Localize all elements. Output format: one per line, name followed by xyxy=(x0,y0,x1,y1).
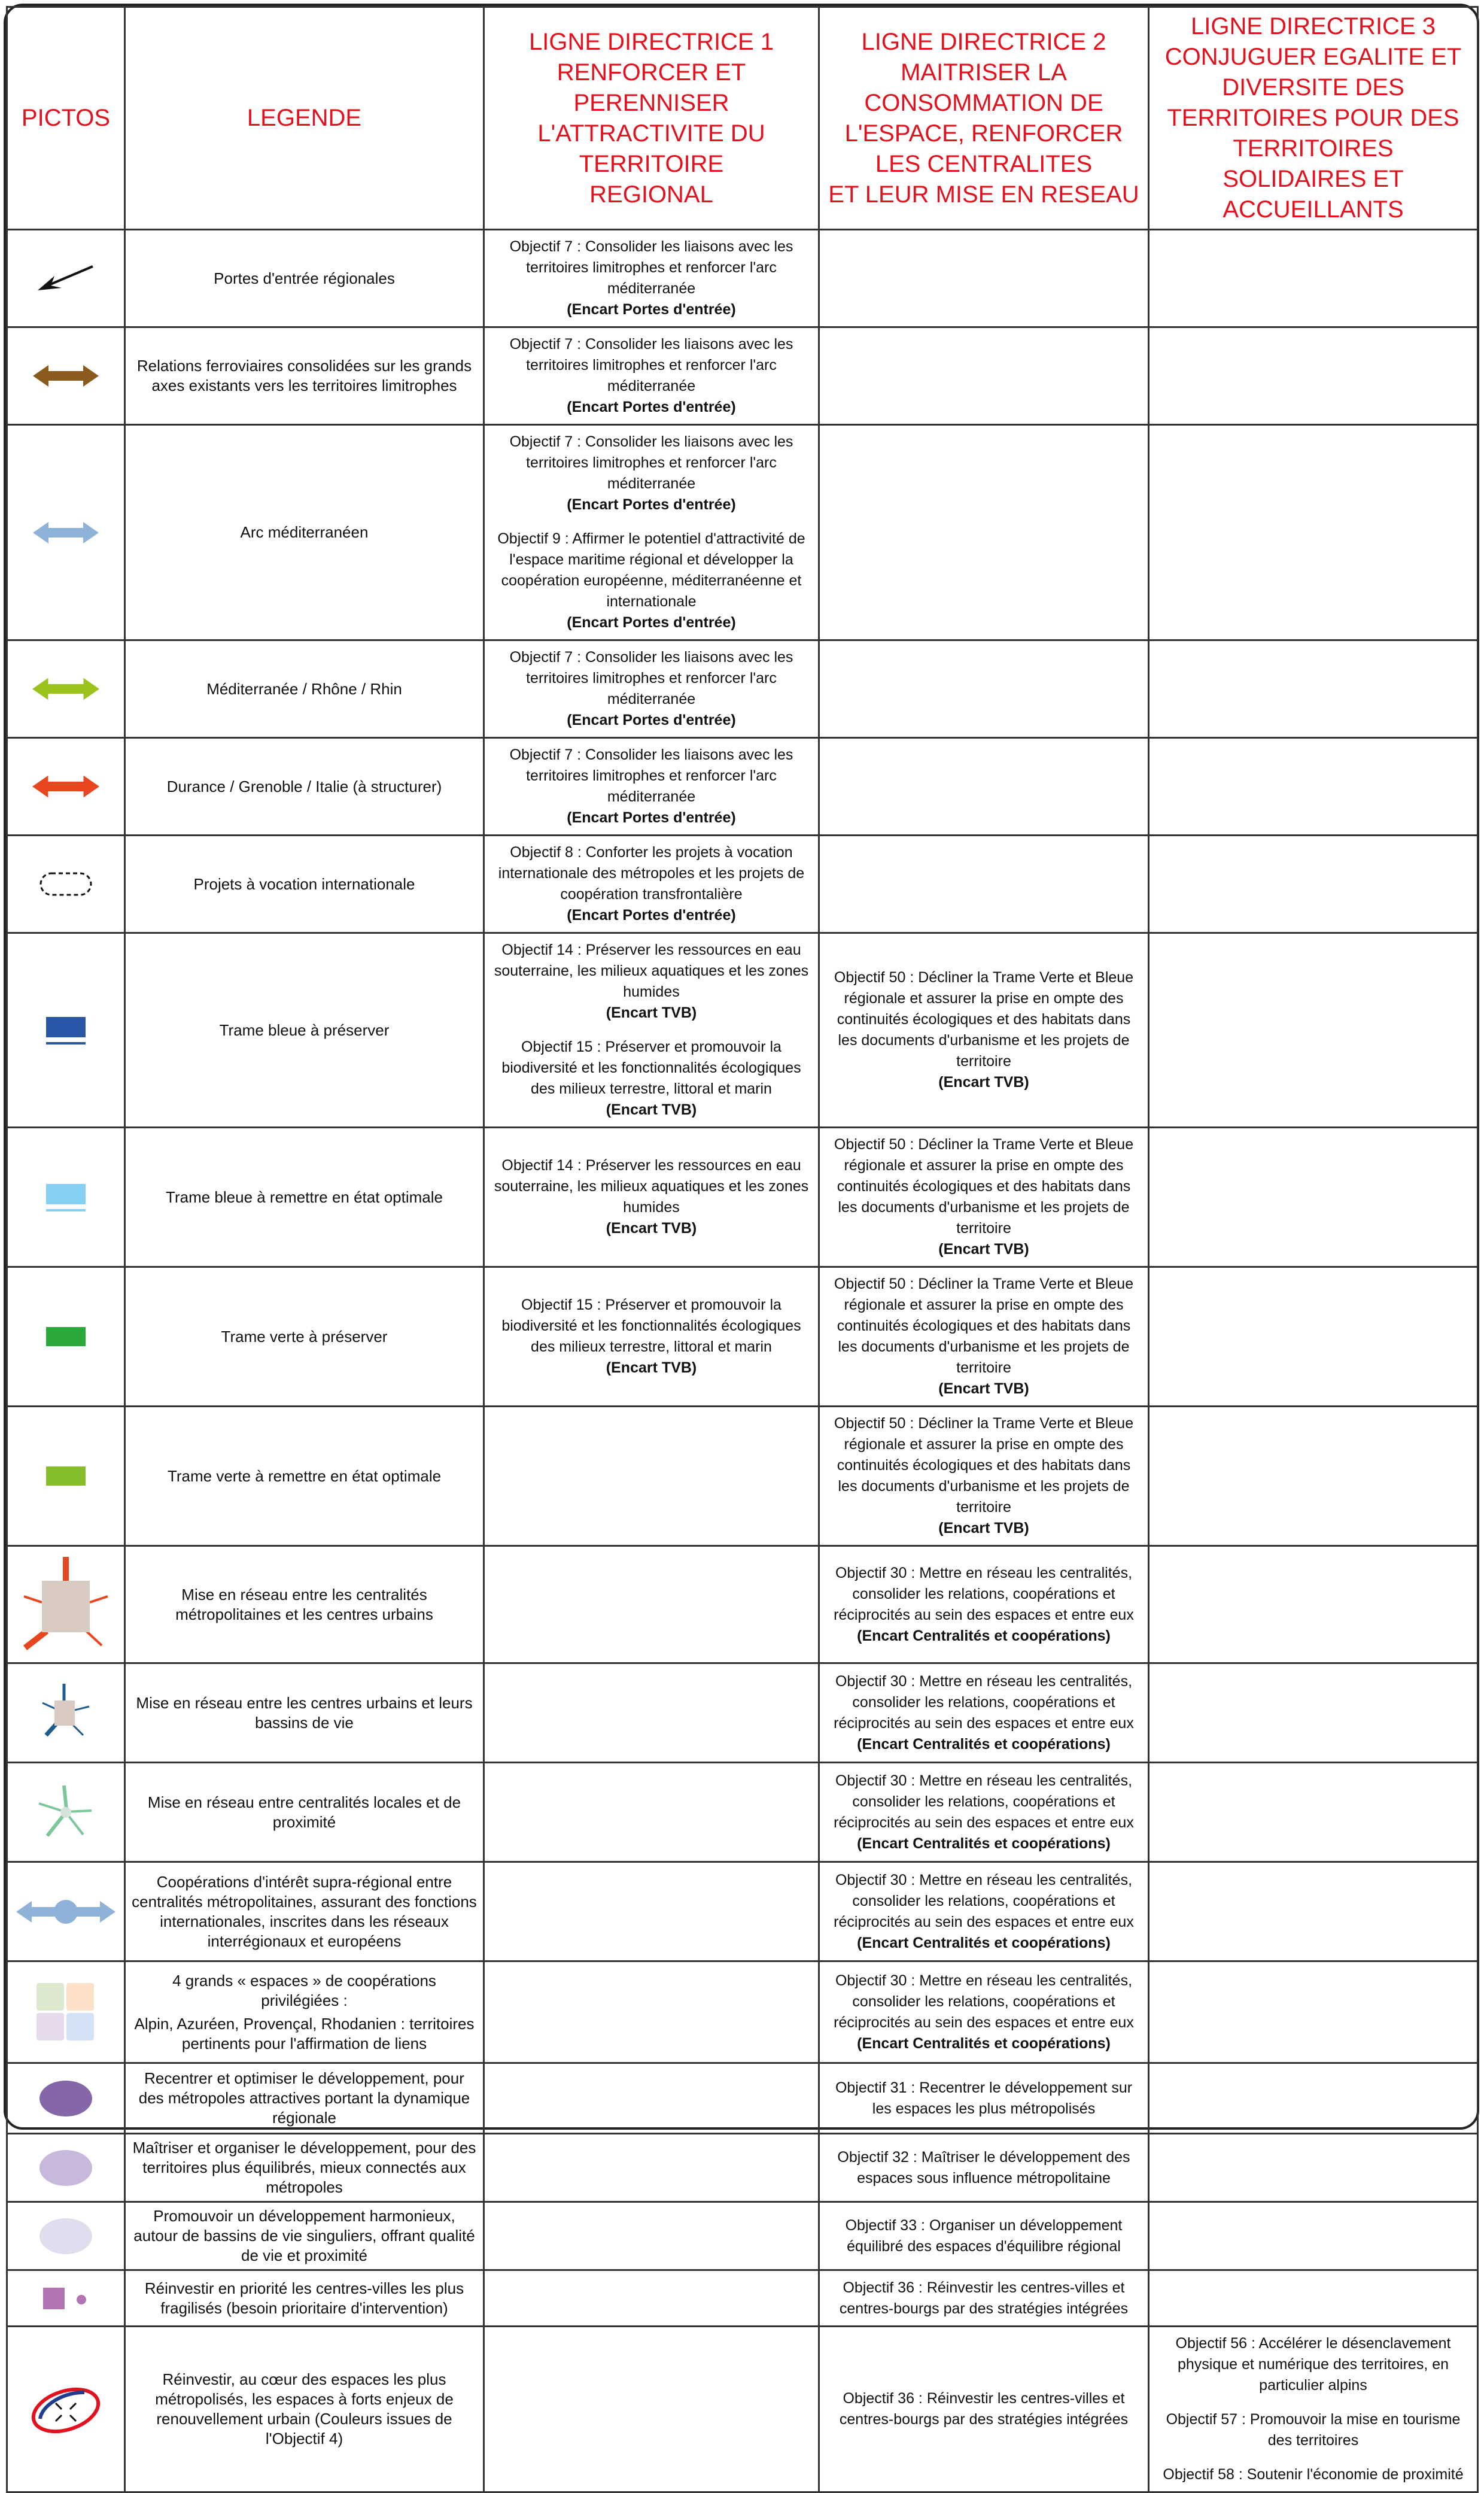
light-blue-double-arrow-icon xyxy=(7,425,125,640)
legend-text: Relations ferroviaires consolidées sur les grands axes existants vers les territoires limitrophes xyxy=(136,357,472,394)
table-row xyxy=(7,836,1478,933)
violet-square-dot-icon xyxy=(7,2270,125,2327)
header-pictos: PICTOS xyxy=(7,7,125,230)
ld2-cell xyxy=(819,1862,1149,1961)
legend-cell xyxy=(125,1961,484,2063)
ld2-cell xyxy=(819,1663,1149,1763)
legend-cell xyxy=(125,2327,484,2492)
objective-text: Objectif 58 : Soutenir l'économie de proximité xyxy=(1163,2466,1464,2483)
trame-verte-optimale-icon xyxy=(7,1407,125,1546)
objective-text: Objectif 30 : Mettre en réseau les centralités, consolider les relations, coopérations et réciprocités au sein des espaces et entre eux xyxy=(834,1772,1134,1831)
metropolitan-network-icon xyxy=(7,1546,125,1663)
ld1-cell xyxy=(484,230,819,327)
legend-cell xyxy=(125,1862,484,1961)
encart-label: (Encart Portes d'entrée) xyxy=(567,399,736,415)
ld2-cell xyxy=(819,2063,1149,2134)
ld1-cell xyxy=(484,2327,819,2492)
urban-network-icon xyxy=(7,1663,125,1763)
table-row xyxy=(7,1128,1478,1267)
ld1-cell xyxy=(484,933,819,1128)
ld3-cell xyxy=(1149,1267,1478,1407)
table-row xyxy=(7,1961,1478,2063)
ld1-cell xyxy=(484,2270,819,2327)
table-row xyxy=(7,2063,1478,2134)
objective-text: Objectif 30 : Mettre en réseau les centralités, consolider les relations, coopérations et réciprocités au sein des espaces et entre eux xyxy=(834,1672,1134,1732)
objective xyxy=(826,1563,1142,1647)
trame-bleue-icon xyxy=(7,933,125,1128)
objective-text: Objectif 57 : Promouvoir la mise en tourisme des territoires xyxy=(1166,2411,1461,2449)
ld2-cell xyxy=(819,933,1149,1128)
objective xyxy=(1155,2409,1471,2451)
ld1-cell xyxy=(484,327,819,425)
objective xyxy=(1155,2333,1471,2396)
table-row xyxy=(7,2134,1478,2202)
objective-text: Objectif 50 : Décliner la Trame Verte et Bleue régionale et assurer la prise en ompte des continuités écologiques et des habitats dans les documents d'urbanisme et les projets de territoire xyxy=(834,1136,1134,1237)
objective xyxy=(826,1771,1142,1854)
table-row xyxy=(7,327,1478,425)
table-row xyxy=(7,1407,1478,1546)
ld3-cell xyxy=(1149,836,1478,933)
ld3-cell xyxy=(1149,933,1478,1128)
ld2-cell xyxy=(819,738,1149,836)
objective-text: Objectif 30 : Mettre en réseau les centralités, consolider les relations, coopérations et réciprocités au sein des espaces et entre eux xyxy=(834,1564,1134,1623)
objective-text: Objectif 9 : Affirmer le potentiel d'attractivité de l'espace maritime régional et développer la coopération européenne, méditerranéenne et internationale xyxy=(497,530,805,610)
objective-text: Objectif 15 : Préserver et promouvoir la biodiversité et les fonctionnalités écologiques des milieux terrestre, littoral et marin xyxy=(501,1039,801,1097)
table-row xyxy=(7,2270,1478,2327)
legend-cell xyxy=(125,640,484,738)
encart-label: (Encart Portes d'entrée) xyxy=(567,496,736,513)
ld1-cell xyxy=(484,836,819,933)
ld3-cell xyxy=(1149,640,1478,738)
objective-text: Objectif 36 : Réinvestir les centres-villes et centres-bourgs par des stratégies intégrées xyxy=(839,2390,1129,2428)
header-row xyxy=(7,7,1478,230)
objective-text: Objectif 50 : Décliner la Trame Verte et Bleue régionale et assurer la prise en ompte des continuités écologiques et des habitats dans les documents d'urbanisme et les projets de territoire xyxy=(834,969,1134,1070)
legend-text: Réinvestir en priorité les centres-villes les plus fragilisés (besoin prioritaire d'intervention) xyxy=(144,2279,464,2317)
objective xyxy=(826,2215,1142,2257)
ld2-cell xyxy=(819,2327,1149,2492)
local-network-icon xyxy=(7,1763,125,1862)
legend-cell xyxy=(125,2134,484,2202)
objective-text: Objectif 7 : Consolider les liaisons avec les territoires limitrophes et renforcer l'arc méditerranée xyxy=(509,746,793,805)
legend-text: Coopérations d'intérêt supra-régional entre centralités métropolitaines, assurant des fonctions internationales, inscrites dans les réseaux interrégionaux et européens xyxy=(132,1872,477,1950)
ld3-cell xyxy=(1149,1763,1478,1862)
supra-regional-arrow-icon xyxy=(7,1862,125,1961)
ld2-cell xyxy=(819,2134,1149,2202)
legend-cell xyxy=(125,1546,484,1663)
legend-cell xyxy=(125,1763,484,1862)
trame-verte-icon xyxy=(7,1267,125,1407)
encart-label: (Encart TVB) xyxy=(938,1520,1029,1537)
ld3-cell xyxy=(1149,230,1478,327)
ld1-cell xyxy=(484,1407,819,1546)
ld1-cell xyxy=(484,1862,819,1961)
four-spaces-icon xyxy=(7,1961,125,2063)
ld1-cell xyxy=(484,2202,819,2270)
ld1-cell xyxy=(484,1763,819,1862)
dashed-ellipse-icon xyxy=(7,836,125,933)
legend-text: Réinvestir, au cœur des espaces les plus métropolisés, les espaces à forts enjeux de renouvellement urbain (Couleurs issues de l'Objectif 4) xyxy=(155,2370,454,2448)
table-row xyxy=(7,230,1478,327)
objective-text: Objectif 14 : Préserver les ressources en eau souterraine, les milieux aquatiques et les zones humides xyxy=(494,1157,809,1216)
objective-text: Objectif 32 : Maîtriser le développement des espaces sous influence métropolitaine xyxy=(837,2148,1130,2187)
ld2-cell xyxy=(819,836,1149,933)
ld1-cell xyxy=(484,1267,819,1407)
ld3-cell xyxy=(1149,1128,1478,1267)
legend-text: Trame verte à remettre en état optimale xyxy=(167,1466,442,1485)
legend-text: Maîtriser et organiser le développement, pour des territoires plus équilibrés, mieux connectés aux métropoles xyxy=(132,2139,476,2196)
ld2-cell xyxy=(819,327,1149,425)
encart-label: (Encart Centralités et coopérations) xyxy=(857,1735,1111,1753)
ld2-cell xyxy=(819,1267,1149,1407)
ld2-cell xyxy=(819,425,1149,640)
ld3-cell xyxy=(1149,738,1478,836)
black-arrow-icon xyxy=(7,230,125,327)
legend-cell xyxy=(125,2202,484,2270)
brown-double-arrow-icon xyxy=(7,327,125,425)
objective xyxy=(491,1295,812,1378)
ld1-cell xyxy=(484,1663,819,1763)
ld3-cell xyxy=(1149,327,1478,425)
legend-text: Portes d'entrée régionales xyxy=(214,269,395,287)
encart-label: (Encart TVB) xyxy=(938,1241,1029,1258)
encart-label: (Encart TVB) xyxy=(606,1359,697,1376)
legend-text: Mise en réseau entre centralités locales et de proximité xyxy=(147,1793,461,1831)
ld3-cell xyxy=(1149,2327,1478,2492)
light-purple-ellipse-icon xyxy=(7,2202,125,2270)
legend-text: Mise en réseau entre les centres urbains et leurs bassins de vie xyxy=(136,1693,473,1732)
objective xyxy=(491,334,812,418)
objective-text: Objectif 36 : Réinvestir les centres-villes et centres-bourgs par des stratégies intégrées xyxy=(839,2279,1129,2317)
objective-text: Objectif 30 : Mettre en réseau les centralités, consolider les relations, coopérations et réciprocités au sein des espaces et entre eux xyxy=(834,1972,1134,2031)
objective-text: Objectif 14 : Préserver les ressources en eau souterraine, les milieux aquatiques et les zones humides xyxy=(494,942,809,1000)
objective-text: Objectif 7 : Consolider les liaisons avec les territoires limitrophes et renforcer l'arc méditerranée xyxy=(509,433,793,492)
objective xyxy=(826,2278,1142,2319)
objective xyxy=(826,1671,1142,1755)
ld3-cell xyxy=(1149,2063,1478,2134)
ld2-cell xyxy=(819,1407,1149,1546)
table-row xyxy=(7,1862,1478,1961)
legend-cell xyxy=(125,425,484,640)
objective xyxy=(1155,2464,1471,2485)
objective-text: Objectif 7 : Consolider les liaisons avec les territoires limitrophes et renforcer l'arc méditerranée xyxy=(509,649,793,707)
ld1-cell xyxy=(484,640,819,738)
dark-purple-ellipse-icon xyxy=(7,2063,125,2134)
encart-label: (Encart Portes d'entrée) xyxy=(567,712,736,728)
objective xyxy=(826,2388,1142,2430)
encart-label: (Encart Centralités et coopérations) xyxy=(857,1627,1111,1644)
ld1-cell xyxy=(484,1128,819,1267)
objective xyxy=(826,1870,1142,1954)
objective xyxy=(826,1970,1142,2054)
ld2-cell xyxy=(819,1763,1149,1862)
encart-label: (Encart Portes d'entrée) xyxy=(567,614,736,631)
trame-bleue-optimale-icon xyxy=(7,1128,125,1267)
ld2-cell xyxy=(819,1128,1149,1267)
objective xyxy=(491,529,812,633)
objective xyxy=(491,842,812,926)
legend-cell xyxy=(125,1267,484,1407)
encart-label: (Encart TVB) xyxy=(606,1220,697,1237)
header-ligne-directrice-2: LIGNE DIRECTRICE 2 MAITRISER LA CONSOMMATION DE L'ESPACE, RENFORCER LES CENTRALITES ET LEUR MISE EN RESEAU xyxy=(819,7,1149,230)
red-double-arrow-icon xyxy=(7,738,125,836)
legend-table xyxy=(6,6,1479,2493)
objective-text: Objectif 8 : Conforter les projets à vocation internationale des métropoles et les projets de coopération transfrontalière xyxy=(498,844,805,903)
ld3-cell xyxy=(1149,1961,1478,2063)
ld3-cell xyxy=(1149,425,1478,640)
legend-cell xyxy=(125,1407,484,1546)
header-legende: LEGENDE xyxy=(125,7,484,230)
table-row xyxy=(7,425,1478,640)
ld1-cell xyxy=(484,1546,819,1663)
legend-cell xyxy=(125,230,484,327)
encart-label: (Encart TVB) xyxy=(606,1004,697,1021)
renewal-ellipse-icon xyxy=(7,2327,125,2492)
legend-cell xyxy=(125,738,484,836)
legend-text: 4 grands « espaces » de coopérations privilégiées : xyxy=(172,1971,436,2009)
objective xyxy=(491,1155,812,1239)
legend-text: Promouvoir un développement harmonieux, autour de bassins de vie singuliers, offrant qualité de vie et proximité xyxy=(133,2207,475,2264)
ld3-cell xyxy=(1149,2202,1478,2270)
objective-text: Objectif 50 : Décliner la Trame Verte et Bleue régionale et assurer la prise en ompte des continuités écologiques et des habitats dans les documents d'urbanisme et les projets de territoire xyxy=(834,1276,1134,1376)
objective-text: Objectif 56 : Accélérer le désenclavement physique et numérique des territoires, en particulier alpins xyxy=(1175,2335,1451,2394)
objective xyxy=(491,940,812,1024)
ld2-cell xyxy=(819,230,1149,327)
legend-text: Trame bleue à préserver xyxy=(219,1021,390,1039)
encart-label: (Encart Portes d'entrée) xyxy=(567,301,736,318)
table-row xyxy=(7,1663,1478,1763)
table-row xyxy=(7,1267,1478,1407)
ld3-cell xyxy=(1149,1663,1478,1763)
objective-text: Objectif 7 : Consolider les liaisons avec les territoires limitrophes et renforcer l'arc méditerranée xyxy=(509,336,793,394)
ld2-cell xyxy=(819,1546,1149,1663)
ld1-cell xyxy=(484,2063,819,2134)
purple-ellipse-icon xyxy=(7,2134,125,2202)
ld1-cell xyxy=(484,738,819,836)
objective xyxy=(826,1134,1142,1260)
encart-label: (Encart Portes d'entrée) xyxy=(567,907,736,924)
objective xyxy=(491,745,812,828)
objective xyxy=(826,967,1142,1093)
objective-text: Objectif 33 : Organiser un développement équilibré des espaces d'équilibre régional xyxy=(845,2216,1123,2255)
legend-cell xyxy=(125,2270,484,2327)
objective xyxy=(826,1274,1142,1399)
ld2-cell xyxy=(819,640,1149,738)
objective xyxy=(491,647,812,731)
legend-cell xyxy=(125,2063,484,2134)
header-ligne-directrice-1: LIGNE DIRECTRICE 1 RENFORCER ET PERENNISER L'ATTRACTIVITE DU TERRITOIRE REGIONAL xyxy=(484,7,819,230)
legend-text: Alpin, Azuréen, Provençal, Rhodanien : territoires pertinents pour l'affirmation de liens xyxy=(134,2014,475,2052)
objective xyxy=(826,1413,1142,1539)
objective xyxy=(491,432,812,515)
header-ligne-directrice-3: LIGNE DIRECTRICE 3 CONJUGUER EGALITE ET DIVERSITE DES TERRITOIRES POUR DES TERRITOIRES SOLIDAIRES ET ACCUEILLANTS xyxy=(1149,7,1478,230)
legend-cell xyxy=(125,327,484,425)
objective xyxy=(491,236,812,320)
ld3-cell xyxy=(1149,2270,1478,2327)
ld2-cell xyxy=(819,1961,1149,2063)
objective-text: Objectif 7 : Consolider les liaisons avec les territoires limitrophes et renforcer l'arc méditerranée xyxy=(509,238,793,297)
table-frame xyxy=(4,4,1479,2483)
objective xyxy=(491,1037,812,1121)
legend-cell xyxy=(125,1663,484,1763)
encart-label: (Encart Centralités et coopérations) xyxy=(857,1934,1111,1951)
objective xyxy=(826,2147,1142,2189)
legend-text: Trame bleue à remettre en état optimale xyxy=(166,1188,443,1206)
ld2-cell xyxy=(819,2270,1149,2327)
table-row xyxy=(7,640,1478,738)
legend-cell xyxy=(125,1128,484,1267)
objective xyxy=(826,2078,1142,2119)
legend-text: Durance / Grenoble / Italie (à structurer) xyxy=(166,777,442,795)
encart-label: (Encart TVB) xyxy=(938,1380,1029,1397)
table-row xyxy=(7,738,1478,836)
legend-text: Méditerranée / Rhône / Rhin xyxy=(206,679,402,698)
legend-text: Arc méditerranéen xyxy=(240,523,369,541)
encart-label: (Encart Centralités et coopérations) xyxy=(857,1835,1111,1852)
ld3-cell xyxy=(1149,1862,1478,1961)
legend-cell xyxy=(125,836,484,933)
encart-label: (Encart TVB) xyxy=(938,1074,1029,1091)
table-row xyxy=(7,2202,1478,2270)
ld3-cell xyxy=(1149,1407,1478,1546)
green-double-arrow-icon xyxy=(7,640,125,738)
ld1-cell xyxy=(484,425,819,640)
objective-text: Objectif 50 : Décliner la Trame Verte et Bleue régionale et assurer la prise en ompte des continuités écologiques et des habitats dans les documents d'urbanisme et les projets de territoire xyxy=(834,1415,1134,1516)
ld2-cell xyxy=(819,2202,1149,2270)
legend-cell xyxy=(125,933,484,1128)
encart-label: (Encart Portes d'entrée) xyxy=(567,809,736,826)
ld3-cell xyxy=(1149,1546,1478,1663)
table-row xyxy=(7,933,1478,1128)
ld1-cell xyxy=(484,1961,819,2063)
objective-text: Objectif 30 : Mettre en réseau les centralités, consolider les relations, coopérations et réciprocités au sein des espaces et entre eux xyxy=(834,1871,1134,1930)
table-row xyxy=(7,1763,1478,1862)
encart-label: (Encart TVB) xyxy=(606,1101,697,1118)
legend-text: Mise en réseau entre les centralités métropolitaines et les centres urbains xyxy=(175,1585,433,1623)
legend-text: Projets à vocation internationale xyxy=(193,874,415,893)
objective-text: Objectif 15 : Préserver et promouvoir la biodiversité et les fonctionnalités écologiques des milieux terrestre, littoral et marin xyxy=(501,1296,801,1355)
table-row xyxy=(7,1546,1478,1663)
ld3-cell xyxy=(1149,2134,1478,2202)
encart-label: (Encart Centralités et coopérations) xyxy=(857,2035,1111,2052)
ld1-cell xyxy=(484,2134,819,2202)
legend-text: Trame verte à préserver xyxy=(221,1327,388,1346)
objective-text: Objectif 31 : Recentrer le développement sur les espaces les plus métropolisés xyxy=(835,2079,1133,2117)
legend-text: Recentrer et optimiser le développement, pour des métropoles attractives portant la dynamique régionale xyxy=(138,2069,470,2127)
table-row xyxy=(7,2327,1478,2492)
